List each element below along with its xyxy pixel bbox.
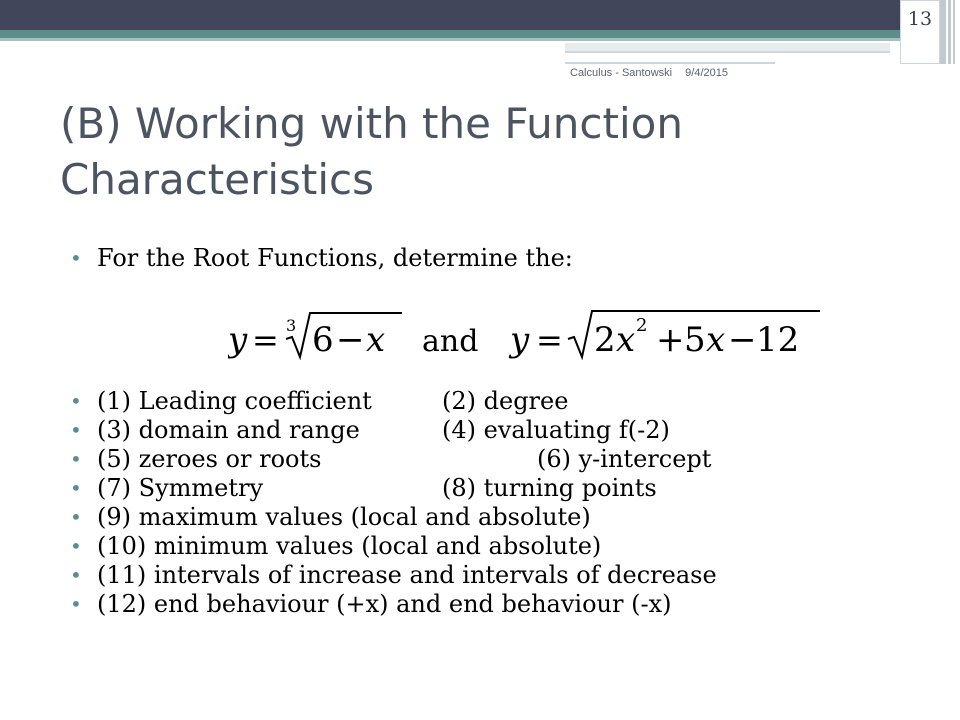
- characteristic-label: (11) intervals of increase and intervals of decrease: [97, 561, 717, 589]
- svg-text:2: 2: [594, 320, 616, 360]
- characteristic-label: (8) turning points: [442, 474, 657, 502]
- svg-text:−: −: [336, 320, 365, 360]
- slide-title: (B) Working with the Function Characteristics: [60, 99, 683, 204]
- svg-text:=: =: [536, 321, 563, 359]
- characteristic-label: (10) minimum values (local and absolute): [97, 532, 602, 560]
- footer-date: 9/4/2015: [685, 67, 728, 79]
- characteristic-item: [70, 474, 717, 503]
- svg-text:x: x: [616, 320, 636, 360]
- svg-text:=: =: [252, 321, 279, 359]
- characteristic-item: [70, 503, 717, 532]
- characteristic-item: [70, 590, 717, 619]
- header-band-dark: [0, 0, 900, 30]
- svg-text:+: +: [656, 320, 685, 360]
- header-band-teal: [0, 30, 905, 38]
- svg-text:−: −: [728, 320, 757, 360]
- decor-rail: [953, 0, 955, 64]
- svg-text:6: 6: [312, 320, 334, 360]
- equation-right: [508, 311, 820, 360]
- svg-text:2: 2: [636, 315, 648, 336]
- svg-text:x: x: [706, 320, 726, 360]
- characteristic-item: [70, 416, 717, 445]
- header-divider: [565, 51, 890, 53]
- characteristic-label: (4) evaluating f(-2): [442, 416, 670, 444]
- svg-text:x: x: [366, 320, 386, 360]
- svg-text:12: 12: [756, 320, 800, 360]
- header-band-light: [565, 43, 890, 51]
- equation: [228, 305, 828, 365]
- svg-text:3: 3: [286, 316, 297, 335]
- svg-text:5: 5: [684, 320, 706, 360]
- page-number: 13: [907, 8, 933, 30]
- decor-rail: [948, 0, 951, 64]
- footer-info: [570, 67, 738, 79]
- intro-list: [70, 244, 573, 273]
- characteristic-item: [70, 561, 717, 590]
- characteristic-item: [70, 387, 717, 416]
- equation-connector: and: [422, 324, 479, 359]
- characteristic-label: (7) Symmetry: [97, 474, 264, 502]
- header-band-teal-light: [0, 38, 905, 41]
- footer-course: Calculus - Santowski: [570, 67, 673, 79]
- characteristic-label: (12) end behaviour (+x) and end behaviour (-x): [97, 590, 672, 618]
- equation-left: [228, 313, 402, 360]
- characteristic-label: (6) y-intercept: [537, 445, 712, 473]
- characteristic-label: (1) Leading coefficient: [97, 387, 372, 415]
- characteristic-item: [70, 532, 717, 561]
- intro-bullet: • For the Root Functions, determine the:: [70, 244, 573, 273]
- footer-divider: [565, 62, 775, 64]
- characteristic-label: (2) degree: [442, 387, 569, 415]
- decor-rail: [940, 0, 946, 64]
- characteristic-label: (3) domain and range: [97, 416, 360, 444]
- svg-text:y: y: [510, 320, 530, 360]
- svg-text:y: y: [228, 320, 248, 360]
- characteristic-item: [70, 445, 717, 474]
- characteristic-label: (5) zeroes or roots: [97, 445, 322, 473]
- characteristics-list: [70, 387, 717, 619]
- characteristic-label: (9) maximum values (local and absolute): [97, 503, 591, 531]
